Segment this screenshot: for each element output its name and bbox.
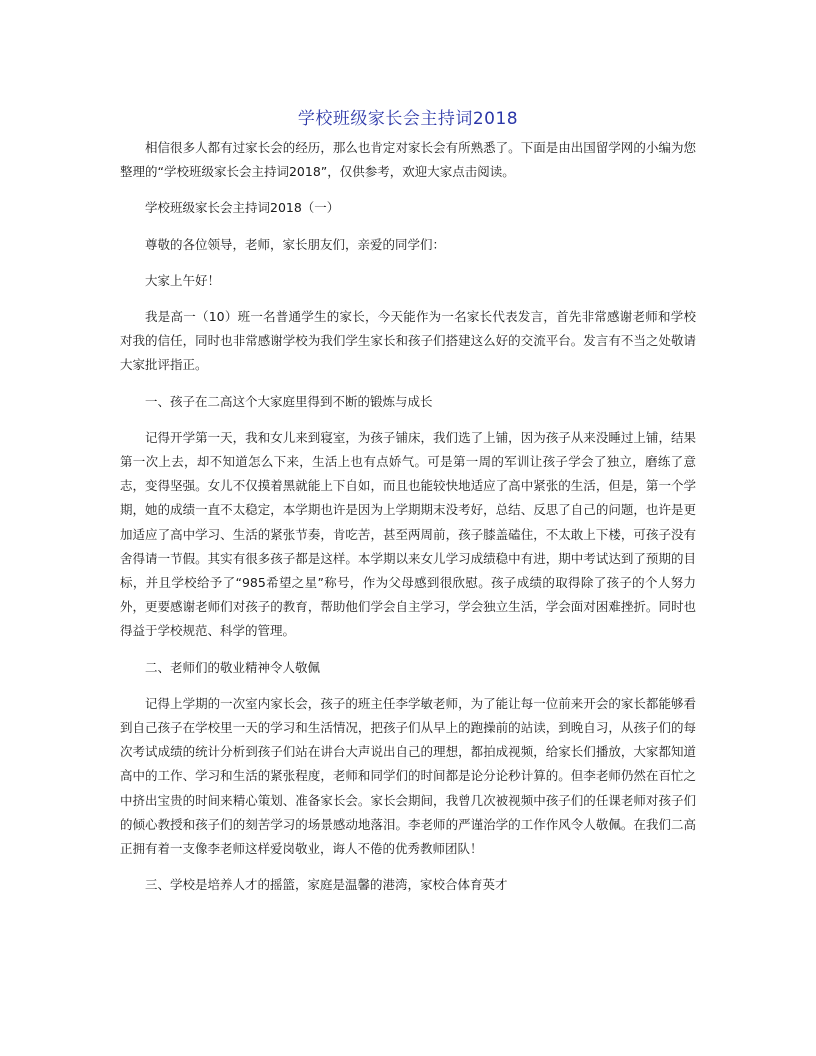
greeting: 大家上午好！ (145, 272, 221, 288)
salutation: 尊敬的各位领导，老师，家长朋友们，亲爱的同学们： (145, 236, 446, 252)
document-body (120, 136, 696, 909)
body-paragraph: 我是高一（10）班一名普通学生的家长，今天能作为一名家长代表发言，首先非常感谢老师和学校对我的信任，同时也非常感谢学校为我们学生家长和孩子们搭建这么好的交流平台。发言有不当之处敬请大家批评指正。 (120, 309, 696, 373)
body-paragraph: 记得上学期的一次室内家长会，孩子的班主任李学敏老师，为了能让每一位前来开会的家长都能够看到自己孩子在学校里一天的学习和生活情况，把孩子们从早上的跑操前的站读，到晚自习，从孩子们的每次考试成绩的统计分析到孩子们站在讲台大声说出自己的理想，都拍成视频，给家长们播放，大家都知道高中的工作、学习和生活的紧张程度，老师和同学们的时间都是论分论秒计算的。但李老师仍然在百忙之中挤出宝贵的时间来精心策划、准备家长会。家长会期间，我曾几次被视频中孩子们的任课老师对孩子们的倾心教授和孩子们的刻苦学习的场景感动地落泪。李老师的严谨治学的工作作风令人敬佩。在我们二高正拥有着一支像李老师这样爱岗敬业，诲人不倦的优秀教师团队！ (120, 695, 696, 857)
section-heading: 学校班级家长会主持词2018（一） (145, 200, 340, 216)
subsection-heading: 三、学校是培养人才的摇篮，家庭是温馨的港湾，家校合体育英才 (145, 877, 508, 893)
subsection-heading: 二、老师们的敬业精神令人敬佩 (145, 659, 321, 675)
subsection-heading: 一、孩子在二高这个大家庭里得到不断的锻炼与成长 (145, 393, 433, 409)
intro-paragraph: 相信很多人都有过家长会的经历，那么也肯定对家长会有所熟悉了。下面是由出国留学网的小编为您整理的“学校班级家长会主持词2018”，仅供参考，欢迎大家点击阅读。 (120, 140, 696, 180)
document-title: 学校班级家长会主持词2018 (297, 109, 519, 129)
body-paragraph: 记得开学第一天，我和女儿来到寝室，为孩子铺床，我们选了上铺，因为孩子从来没睡过上铺，结果第一次上去，却不知道怎么下来，生活上也有点娇气。可是第一周的军训让孩子学会了独立，磨练了意志，变得坚强。女儿不仅摸着黑就能上下自如，而且也能较快地适应了高中紧张的生活，但是，第一个学期，她的成绩一直不太稳定，本学期也许是因为上学期期末没考好，总结、反思了自己的问题，也许是更加适应了高中学习、生活的紧张节奏，肯吃苦，甚至两周前，孩子膝盖磕住，不太敢上下楼，可孩子没有舍得请一节假。其实有很多孩子都是这样。本学期以来女儿学习成绩稳中有进，期中考试达到了预期的目标，并且学校给予了“985希望之星”称号，作为父母感到很欣慰。孩子成绩的取得除了孩子的个人努力外，更要感谢老师们对孩子的教育，帮助他们学会自主学习，学会独立生活，学会面对困难挫折。同时也得益于学校规范、科学的管理。 (120, 429, 696, 639)
